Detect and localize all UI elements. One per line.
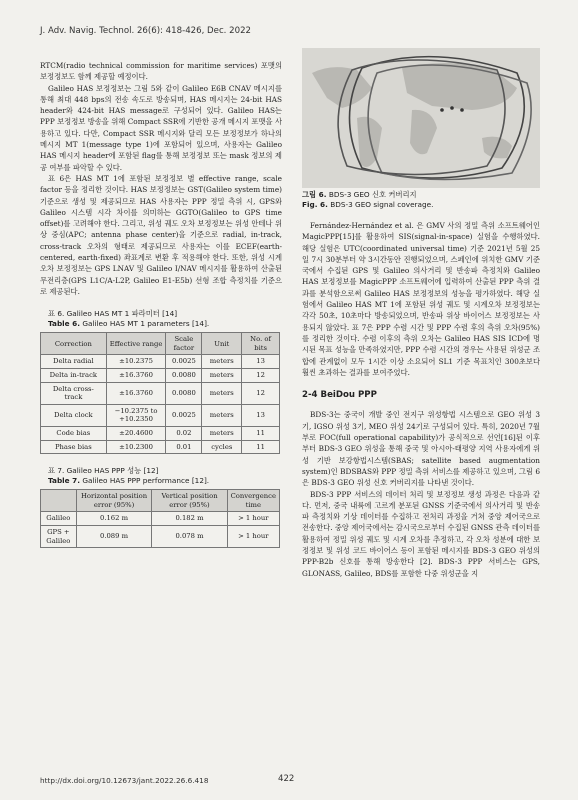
table-cell: Galileo bbox=[41, 512, 77, 526]
table-cell: Delta clock bbox=[41, 404, 107, 426]
figure-6-coverage-map bbox=[302, 48, 540, 188]
right-paragraphs-1 bbox=[302, 220, 540, 378]
table-cell: GPS + Galileo bbox=[41, 525, 77, 547]
table-6-caption-english bbox=[40, 319, 282, 329]
table-6-caption-korean: 표 6. Galileo HAS MT 1 파라미터 [14] bbox=[48, 309, 178, 319]
body-paragraph: Fernández-Hernández et al. 은 GMV 사의 정밀 측위 소프트웨어인 MagicPPP[15]를 활용하여 SIS(signal-in-space) 실험을 수행하였다. 해당 실험은 UTC(coordinated universal time) 기준 2021년 5월 25일 7시 30분부터 약 3시간동안 진행되었으며, 스페인에 위치한 GMV 기준국에서 수집된 GPS 및 Galileo 의사거리 및 반송파 측정치와 Galileo HAS 보정정보를 MagicPPP 소프트웨어에 입력하여 산출된 PPP 측위 결과를 분석함으로써 Galileo HAS 보정정보의 성능을 평가하였다. 해당 실험에서 Galileo HAS MT 1에 포함된 위성 궤도 및 시계오차 보정정보는 각각 50초, 10초마다 방송되었으며, 반송파 위상 바이어스 보정정보는 사용되지 않았다. 표 7은 PPP 수렴 시간 및 PPP 수렴 후의 측위 오차(95%)를 정리한 것이다. 수렴 이후의 측위 오차는 Galileo HAS SIS ICD에 명시된 목표 성능을 만족하였지만, PPP 수렴 시간의 경우는 사용된 위성군 조합에 관계없이 모두 1시간 이상 소요되어 SL1 기준 목표치인 300초보다 훨씬 초과하는 결과를 보여주었다. bbox=[302, 221, 540, 377]
table-header-cell bbox=[41, 490, 77, 512]
table-cell: 0.0080 bbox=[166, 382, 202, 404]
table-cell: 0.0080 bbox=[166, 369, 202, 383]
right-paragraphs-2 bbox=[302, 409, 540, 578]
journal-header: J. Adv. Navig. Technol. 26(6): 418-426, Dec. 2022 bbox=[40, 26, 252, 36]
table-cell: 0.182 m bbox=[152, 512, 227, 526]
table-header-cell: Effective range bbox=[106, 333, 166, 355]
section-heading: 2-4 BeiDou PPP bbox=[302, 390, 377, 401]
table-row bbox=[41, 525, 280, 547]
table-7-caption-korean: 표 7. Galileo HAS PPP 성능 [12] bbox=[48, 466, 159, 476]
table-cell: 0.089 m bbox=[76, 525, 152, 547]
table-cell: 0.0025 bbox=[166, 404, 202, 426]
caption-text: BDS-3 GEO signal coverage. bbox=[327, 200, 434, 209]
caption-label: Table 7. bbox=[48, 476, 81, 486]
table-cell: 0.0025 bbox=[166, 355, 202, 369]
table-7 bbox=[40, 489, 280, 548]
world-map-image bbox=[302, 48, 540, 188]
table-header-row bbox=[41, 490, 280, 512]
body-paragraph: BDS-3는 중국이 개발 중인 전지구 위성항법 시스템으로 GEO 위성 3기, IGSO 위성 3기, MEO 위성 24기로 구성되어 있다. 특히, 2020년 7월 부로 FOC(full operational capability)가 공식적으로 선언[16]된 이후부터 BDS-3 GEO 위성을 통해 중국 및 아시아-태평양 지역 사용자에게 위성 기반 보강항법시스템(SBAS; satellite based augmentation system)인 BDSBAS와 PPP 정밀 측위 서비스를 제공하고 있으며, 그림 6은 BDS-3 GEO 위성 신호 커버리지를 나타낸 것이다. bbox=[302, 410, 540, 488]
table-cell: meters bbox=[202, 404, 242, 426]
table-6 bbox=[40, 332, 280, 454]
table-row bbox=[41, 369, 280, 383]
body-paragraph: Galileo HAS 보정정보는 그림 5와 같이 Galileo E6B CNAV 메시지를 통해 최대 448 bps의 전송 속도로 방송되며, HAS 메시지는 24-bit HAS header와 424-bit HAS message로 구성되어 있다. Galileo HAS는 PPP 보정정보 방송을 위해 Compact SSR에 기반한 공개 메시지 포맷을 사용하고 있다. 다만, Compact SSR 메시지와 달리 모든 보정정보가 하나의 메시지 MT 1(message type 1)에 포함되어 있으며, 사용자는 Galileo HAS 메시지 header에 포함된 flag를 통해 보정정보 또는 mask 정보의 제공 여부를 파악할 수 있다. bbox=[40, 83, 282, 172]
table-cell: meters bbox=[202, 426, 242, 440]
table-header-cell: Scale factor bbox=[166, 333, 202, 355]
table-cell: 13 bbox=[242, 404, 280, 426]
right-column bbox=[302, 220, 540, 579]
table-cell: −10.2375 to +10.2350 bbox=[106, 404, 166, 426]
caption-text: Galileo HAS MT 1 parameters [14]. bbox=[80, 319, 210, 329]
caption-text: Galileo HAS PPP performance [12]. bbox=[80, 476, 210, 486]
body-paragraph: 표 6은 HAS MT 1에 포함된 보정정보 별 effective range, scale factor 등을 정리한 것이다. HAS 보정정보는 GST(Galileo system time) 기준으로 생성 및 제공되므로 HAS 사용자는 PPP 정밀 측위 시, GPS와 Galileo 시스템 시각 차이를 의미하는 GGTO(Galileo to GPS time offset)를 고려해야 한다. 그리고, 위성 궤도 오차 보정정보는 위성 안테나 위상 중심(APC; antenna phase center)을 기준으로 radial, in-track, cross-track 오차의 형태로 제공되므로 사용자는 이를 ECEF(earth-centered, earth-fixed) 좌표계로 변환 후 적용해야 한다. 또한, 위성 시계 오차 보정정보는 GPS LNAV 및 Galileo I/NAV 메시지를 활용하여 산출된 무전리층(GPS L1C/A-L2P, Galileo E1-E5b) 선형 조합 측정치를 기준으로 제공된다. bbox=[40, 173, 282, 296]
table-cell: 0.01 bbox=[166, 440, 202, 454]
caption-label: Table 6. bbox=[48, 319, 81, 329]
caption-label: 그림 6. bbox=[302, 190, 327, 199]
table-cell: cycles bbox=[202, 440, 242, 454]
table-cell: ±20.4600 bbox=[106, 426, 166, 440]
left-column bbox=[40, 60, 282, 548]
table-header-cell: Vertical position error (95%) bbox=[152, 490, 227, 512]
table-cell: 0.02 bbox=[166, 426, 202, 440]
table-header-cell: Horizontal position error (95%) bbox=[76, 490, 152, 512]
table-cell: Delta in-track bbox=[41, 369, 107, 383]
table-cell: ±16.3760 bbox=[106, 369, 166, 383]
table-cell: meters bbox=[202, 355, 242, 369]
table-cell: 0.078 m bbox=[152, 525, 227, 547]
table-cell: ±10.2300 bbox=[106, 440, 166, 454]
table-cell: Delta cross-track bbox=[41, 382, 107, 404]
table-header-cell: Convergence time bbox=[227, 490, 279, 512]
table-cell: ±16.3760 bbox=[106, 382, 166, 404]
table-7-block bbox=[40, 466, 282, 548]
table-cell: Phase bias bbox=[41, 440, 107, 454]
table-cell: 11 bbox=[242, 440, 280, 454]
table-7-caption-english bbox=[40, 476, 282, 486]
table-row bbox=[41, 512, 280, 526]
body-paragraph: RTCM(radio technical commission for maritime services) 포맷의 보정정보도 함께 제공할 예정이다. bbox=[40, 61, 282, 82]
table-cell: 13 bbox=[242, 355, 280, 369]
caption-text: BDS-3 GEO 신호 커버리지 bbox=[326, 190, 417, 199]
table-6-block bbox=[40, 309, 282, 454]
table-header-cell: Correction bbox=[41, 333, 107, 355]
page-number: 422 bbox=[278, 774, 295, 784]
table-cell: Code bias bbox=[41, 426, 107, 440]
table-row bbox=[41, 426, 280, 440]
figure-caption-korean bbox=[302, 190, 542, 200]
table-cell: meters bbox=[202, 382, 242, 404]
table-header-cell: No. of bits bbox=[242, 333, 280, 355]
table-header-cell: Unit bbox=[202, 333, 242, 355]
caption-label: Fig. 6. bbox=[302, 200, 328, 209]
table-cell: 0.162 m bbox=[76, 512, 152, 526]
table-cell: > 1 hour bbox=[227, 525, 279, 547]
table-cell: > 1 hour bbox=[227, 512, 279, 526]
figure-caption-english bbox=[302, 200, 542, 210]
table-body bbox=[41, 355, 280, 454]
table-row bbox=[41, 440, 280, 454]
table-row bbox=[41, 382, 280, 404]
table-cell: 12 bbox=[242, 369, 280, 383]
table-row bbox=[41, 404, 280, 426]
table-cell: 11 bbox=[242, 426, 280, 440]
table-cell: Delta radial bbox=[41, 355, 107, 369]
body-paragraph: BDS-3 PPP 서비스의 데이터 처리 및 보정정보 생성 과정은 다음과 같다. 먼저, 중국 내륙에 고르게 분포된 GNSS 기준국에서 의사거리 및 반송파 측정치와 기상 데이터를 수집하고 전처리 과정을 거쳐 중앙 제어국으로 전송한다. 중앙 제어국에서는 감시국으로부터 수집된 GNSS 관측 데이터를 활용하여 정밀 위성 궤도 및 시계 오차를 추정하고, 각 오차 성분에 대한 보정정보 및 위성 코드 바이어스 등이 포함된 메시지를 BDS-3 GEO 위성의 PPP-B2b 신호를 통해 방송한다 [2]. BDS-3 PPP 서비스는 GPS, GLONASS, Galileo, BDS를 포함한 다중 위성군을 지 bbox=[302, 489, 541, 578]
table-cell: ±10.2375 bbox=[106, 355, 166, 369]
table-row bbox=[41, 355, 280, 369]
left-paragraphs bbox=[40, 60, 282, 297]
table-cell: meters bbox=[202, 369, 242, 383]
table-body bbox=[41, 512, 280, 548]
figure-6-caption bbox=[302, 190, 542, 210]
table-cell: 12 bbox=[242, 382, 280, 404]
doi-link[interactable]: http://dx.doi.org/10.12673/jant.2022.26.6.418 bbox=[40, 776, 209, 785]
table-header-row bbox=[41, 333, 280, 355]
